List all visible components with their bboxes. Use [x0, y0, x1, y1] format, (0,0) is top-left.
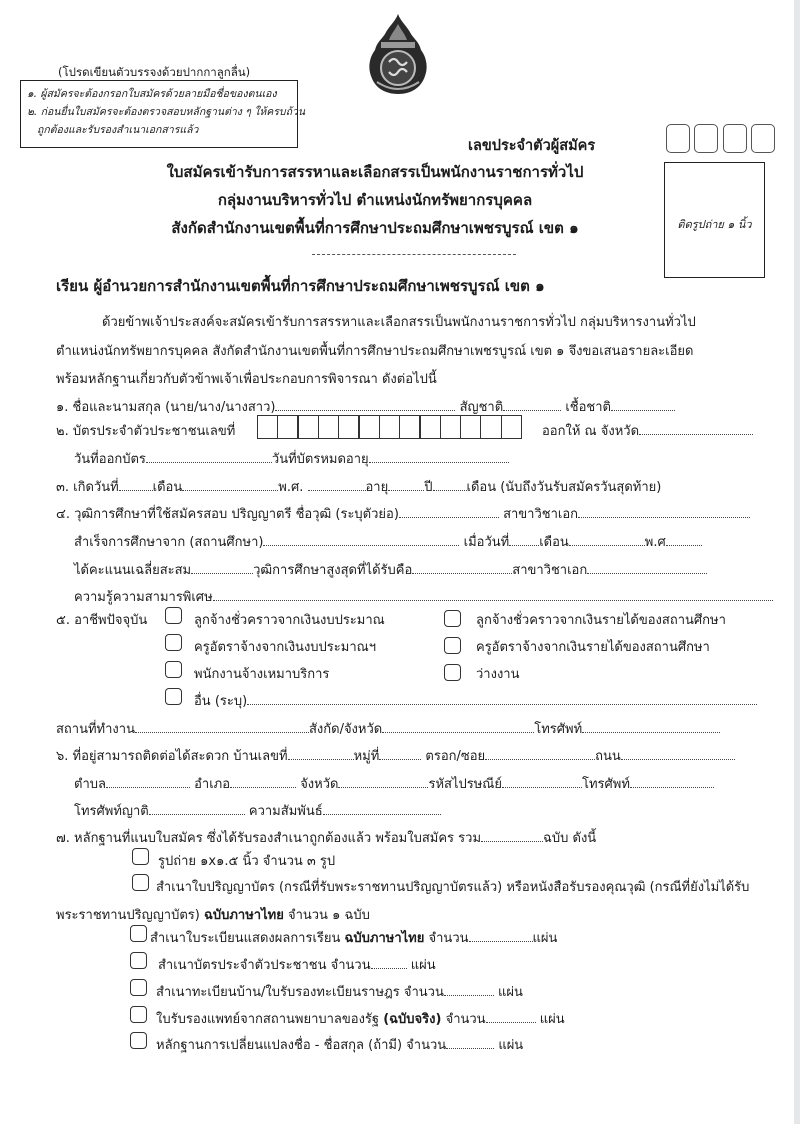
occupation-checkbox-4[interactable]	[444, 637, 461, 654]
doc-medical-row: ใบรับรองแพทย์จากสถานพยาบาลของรัฐ (ฉบับจริง) จำนวน แผ่น	[156, 1012, 565, 1027]
doc-checkbox-house-registration[interactable]	[130, 979, 147, 996]
issue-date-field[interactable]	[146, 451, 272, 463]
amphoe-field[interactable]	[230, 776, 296, 788]
section-4-row3: ได้คะแนนเฉลี่ยสะสม วุฒิการศึกษาสูงสุดที่ได้รับคือ สาขาวิชาเอก	[74, 559, 707, 580]
address-row1: ๖. ที่อยู่สามารถติดต่อได้สะดวก บ้านเลขที่ หมู่ที่ ตรอก/ซอย ถนน	[56, 745, 735, 766]
intro-line2: ตำแหน่งนักทรัพยากรบุคคล สังกัดสำนักงานเขตพื้นที่การศึกษาประถมศึกษาเพชรบูรณ์ เขต ๑ จึงขอเสนอรายละเอียด	[56, 344, 694, 359]
card-dates-row: วันที่ออกบัตร วันที่บัตรหมดอายุ	[74, 448, 509, 469]
doc-checkbox-degree[interactable]	[132, 874, 149, 891]
occupation-checkbox-2[interactable]	[444, 610, 461, 627]
occupation-option-3: ครูอัตราจ้างจากเงินงบประมาณฯ	[194, 640, 376, 655]
photo-box-label: ติดรูปถ่าย ๑ นิ้ว	[677, 218, 752, 231]
house-registration-count-field[interactable]	[444, 984, 494, 996]
occupation-option-2: ลูกจ้างชั่วคราวจากเงินรายได้ของสถานศึกษา	[476, 613, 726, 628]
soi-field[interactable]	[485, 748, 595, 760]
intro-line3: พร้อมหลักฐานเกี่ยวกับตัวข้าพเจ้าเพื่อประกอบการพิจารณา ดังต่อไปนี้	[56, 372, 437, 387]
form-title-line1: ใบสมัครเข้ารับการสรรหาและเลือกสรรเป็นพนักงานราชการทั่วไป	[166, 163, 584, 181]
occupation-option-4: ครูอัตราจ้างจากเงินรายได้ของสถานศึกษา	[476, 640, 710, 655]
applicant-number-box-1[interactable]	[666, 124, 690, 153]
emblem-icon	[367, 12, 429, 96]
institution-field[interactable]	[263, 534, 459, 546]
grad-month-field[interactable]	[569, 534, 645, 546]
instruction-2: ๒. ก่อนยื่นใบสมัครจะต้องตรวจสอบหลักฐานต่าง ๆ ให้ครบถ้วน	[27, 106, 306, 118]
applicant-number-box-3[interactable]	[723, 124, 747, 153]
occupation-checkbox-1[interactable]	[165, 607, 182, 624]
occupation-checkbox-6[interactable]	[444, 664, 461, 681]
province-field[interactable]	[338, 776, 428, 788]
birth-year-field[interactable]	[308, 479, 366, 491]
medical-count-field[interactable]	[486, 1011, 536, 1023]
relationship-field[interactable]	[323, 803, 441, 815]
national-id-boxes[interactable]	[258, 415, 522, 439]
documents-row: ๗. หลักฐานที่แนบใบสมัคร ซึ่งได้รับรองสำเนาถูกต้องแล้ว พร้อมใบสมัคร รวม ฉบับ ดังนี้	[56, 831, 597, 846]
doc-checkbox-name-change[interactable]	[130, 1032, 147, 1049]
special-skills-field[interactable]	[213, 589, 773, 601]
highest-degree-field[interactable]	[412, 562, 512, 574]
section-4-row4: ความรู้ความสามารพิเศษ	[74, 586, 773, 607]
occupation-checkbox-3[interactable]	[165, 634, 182, 651]
applicant-number-box-4[interactable]	[751, 124, 775, 153]
birth-month-field[interactable]	[182, 479, 278, 491]
doc-id-card-row: สำเนาบัตรประจำตัวประชาชน จำนวน แผ่น	[158, 958, 436, 973]
issue-province-row: ออกให้ ณ จังหวัด	[542, 420, 753, 441]
section-4-row2: สำเร็จการศึกษาจาก (สถานศึกษา) เมื่อวันที่ เดือน พ.ศ	[74, 531, 702, 552]
workplace-row: สถานที่ทำงาน สังกัด/จังหวัด โทรศัพท์	[56, 718, 720, 739]
id-card-count-field[interactable]	[371, 957, 407, 969]
occupation-option-1: ลูกจ้างชั่วคราวจากเงินงบประมาณ	[194, 613, 385, 628]
salutation: เรียน ผู้อำนวยการสำนักงานเขตพื้นที่การศึกษาประถมศึกษาเพชรบูรณ์ เขต ๑	[56, 277, 545, 295]
form-title-line3: สังกัดสำนักงานเขตพื้นที่การศึกษาประถมศึกษาเพชรบูรณ์ เขต ๑	[171, 219, 579, 237]
section-3-row: ๓. เกิดวันที่ เดือน พ.ศ. อายุ ปี เดือน (นับถึงวันรับสมัครวันสุดท้าย)	[56, 480, 662, 495]
road-field[interactable]	[621, 748, 735, 760]
doc-transcript-row: สำเนาใบระเบียนแสดงผลการเรียน ฉบับภาษาไทย จำนวน แผ่น	[150, 931, 558, 946]
grad-day-field[interactable]	[509, 534, 539, 546]
intro-line1: ด้วยข้าพเจ้าประสงค์จะสมัครเข้ารับการสรรหาและเลือกสรรเป็นพนักงานราชการทั่วไป กลุ่มบริหารงานทั่วไป	[102, 315, 696, 330]
occupation-option-5: พนักงานจ้างเหมาบริการ	[194, 667, 330, 682]
section-4-row1: ๔. วุฒิการศึกษาที่ใช้สมัครสอบ ปริญญาตรี ชื่อวุฒิ (ระบุตัวย่อ) สาขาวิชาเอก	[56, 503, 750, 524]
affiliation-field[interactable]	[382, 721, 534, 733]
doc-checkbox-transcript[interactable]	[130, 925, 147, 942]
instruction-2-cont: ถูกต้องและรับรองสำเนาเอกสารแล้ว	[37, 124, 199, 136]
doc-checkbox-photo[interactable]	[132, 848, 149, 865]
moo-field[interactable]	[379, 748, 421, 760]
gpa-field[interactable]	[191, 562, 253, 574]
form-title-line2: กลุ่มงานบริหารทั่วไป ตำแหน่งนักทรัพยากรบุคคล	[217, 191, 533, 209]
work-phone-field[interactable]	[582, 721, 720, 733]
major-field[interactable]	[578, 506, 750, 518]
instructions-title: (โปรดเขียนตัวบรรจงด้วยปากกาลูกลื่น)	[58, 65, 251, 79]
grad-year-field[interactable]	[666, 534, 702, 546]
national-id-label: ๒. บัตรประจำตัวประชาชนเลขที่	[56, 424, 236, 439]
occupation-other-row: อื่น (ระบุ)	[194, 690, 757, 711]
transcript-count-field[interactable]	[469, 930, 533, 942]
postcode-field[interactable]	[502, 776, 582, 788]
doc-degree-line2: พระราชทานปริญญาบัตร) ฉบับภาษาไทย จำนวน ๑ ฉบับ	[56, 908, 370, 923]
instructions-box	[20, 80, 306, 148]
race-field[interactable]	[611, 399, 675, 411]
doc-checkbox-medical[interactable]	[130, 1006, 147, 1023]
title-divider	[312, 254, 516, 255]
doc-photo: รูปถ่าย ๑x๑.๕ นิ้ว จำนวน ๓ รูป	[158, 854, 336, 869]
expiry-date-field[interactable]	[369, 451, 509, 463]
occupation-other-field[interactable]	[247, 693, 757, 705]
page-edge	[794, 0, 800, 1124]
section-1-row: ๑. ชื่อและนามสกุล (นาย/นาง/นางสาว) สัญชาติ เชื้อชาติ	[56, 396, 675, 417]
workplace-field[interactable]	[135, 721, 309, 733]
instruction-1: ๑. ผู้สมัครจะต้องกรอกใบสมัครด้วยลายมือชื่อของตนเอง	[27, 88, 277, 100]
age-months-field[interactable]	[433, 479, 467, 491]
house-number-field[interactable]	[288, 748, 354, 760]
highest-major-field[interactable]	[587, 562, 707, 574]
doc-checkbox-id-card[interactable]	[130, 952, 147, 969]
nationality-field[interactable]	[503, 399, 561, 411]
home-phone-field[interactable]	[630, 776, 714, 788]
name-field[interactable]	[275, 399, 455, 411]
doc-name-change-row: หลักฐานการเปลี่ยนแปลงชื่อ - ชื่อสกุล (ถ้ามี) จำนวน แผ่น	[156, 1038, 524, 1053]
occupation-option-6: ว่างงาน	[476, 667, 520, 682]
applicant-number-box-2[interactable]	[694, 124, 718, 153]
doc-house-registration-row: สำเนาทะเบียนบ้าน/ใบรับรองทะเบียนราษฎร จำนวน แผ่น	[156, 985, 523, 1000]
issue-province-field[interactable]	[639, 423, 753, 435]
degree-name-field[interactable]	[399, 506, 499, 518]
occupation-checkbox-5[interactable]	[165, 661, 182, 678]
doc-degree-line1: สำเนาใบปริญญาบัตร (กรณีที่รับพระราชทานปริญญาบัตรแล้ว) หรือหนังสือรับรองคุณวุฒิ (กรณีที่ยังไม่ได้รับ	[156, 880, 750, 895]
tambon-field[interactable]	[106, 776, 190, 788]
documents-count-field[interactable]	[481, 830, 543, 842]
age-years-field[interactable]	[388, 479, 424, 491]
relative-phone-field[interactable]	[149, 803, 245, 815]
applicant-number-label: เลขประจำตัวผู้สมัคร	[468, 138, 596, 154]
address-row2: ตำบล อำเภอ จังหวัด รหัสไปรษณีย์ โทรศัพท์	[74, 773, 714, 794]
address-row3: โทรศัพท์ญาติ ความสัมพันธ์	[74, 800, 441, 821]
occupation-label: ๕. อาชีพปัจจุบัน	[56, 613, 148, 628]
name-change-count-field[interactable]	[446, 1037, 494, 1049]
birth-day-field[interactable]	[119, 479, 153, 491]
occupation-checkbox-7[interactable]	[165, 688, 182, 705]
